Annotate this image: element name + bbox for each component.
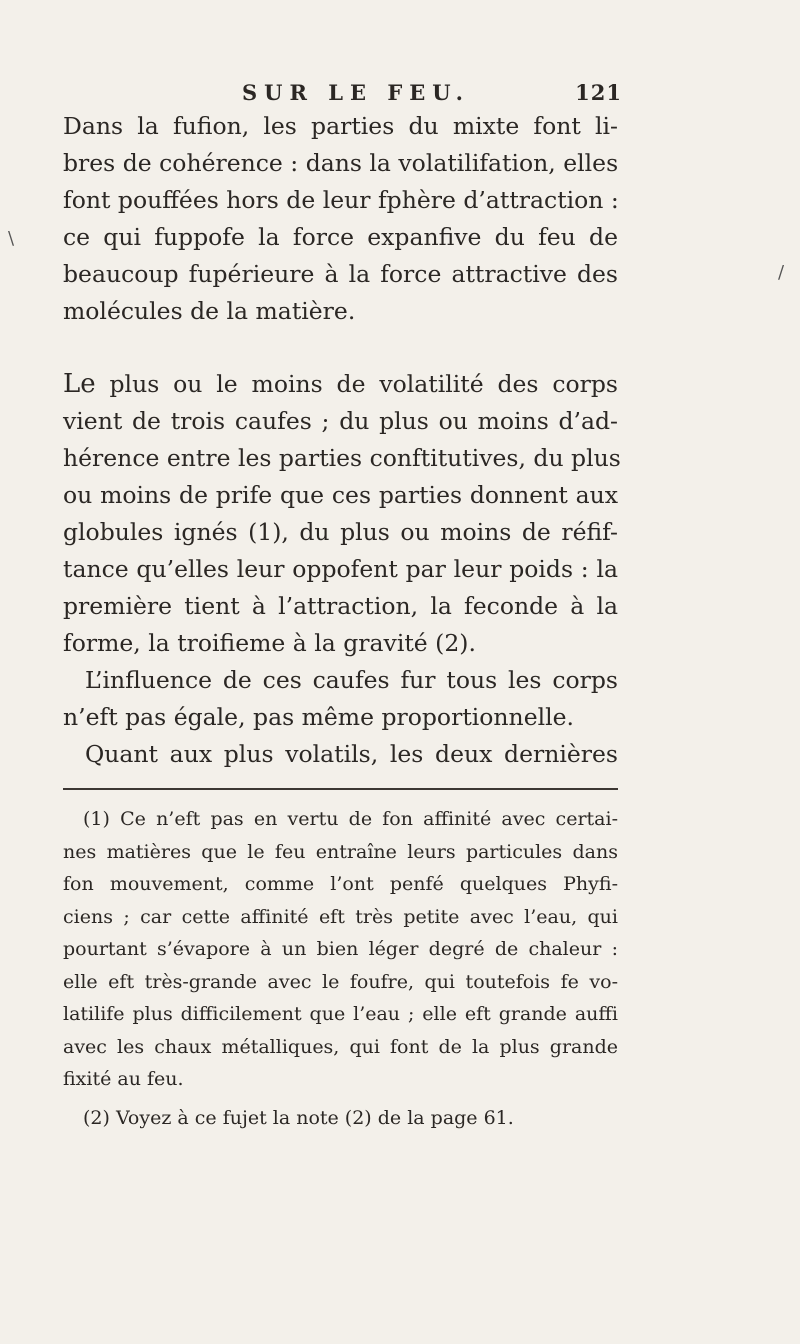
text-line: molécules de la matière. [63, 297, 356, 325]
text-line-rest: plus ou le moins de volatilité des corps [95, 370, 618, 398]
text-line: tance qu’elles leur oppofent par leur poids : la [63, 555, 618, 583]
footnote-line: (2) Voyez à ce fujet la note (2) de la page 61. [83, 1106, 514, 1129]
footnote-line: elle eft très-grande avec le foufre, qui toutefois fe vo- [63, 970, 618, 993]
text-line: globules ignés (1), du plus ou moins de réfif- [63, 518, 618, 546]
text-line: ce qui fuppofe la force expanfive du feu de [63, 223, 618, 251]
footnote-line: latilife plus difficilement que l’eau ; elle eft grande auffi [63, 1003, 618, 1025]
margin-mark: / [778, 262, 785, 283]
footnote-line: (1) Ce n’eft pas en vertu de fon affinité avec certai- [83, 808, 618, 830]
footnote-line: nes matières que le feu entraîne leurs particules dans [63, 840, 618, 863]
footnote-rule [63, 788, 618, 790]
page-number: 121 [575, 80, 622, 105]
footnotes [63, 803, 618, 1134]
main-text [63, 108, 621, 773]
text-line: n’eft pas égale, pas même proportionnelle. [63, 703, 575, 731]
text-line [63, 366, 618, 403]
text-line: vient de trois caufes ; du plus ou moins d’ad- [63, 407, 618, 435]
footnote-line: fixité au feu. [63, 1068, 184, 1090]
text-line: première tient à l’attraction, la feconde à la [63, 592, 618, 620]
footnote-line: avec les chaux métalliques, qui font de la plus grande [63, 1035, 618, 1058]
text-line: L’influence de ces caufes fur tous les corps [85, 666, 618, 694]
margin-mark: \ [8, 228, 15, 249]
text-line: bres de cohérence : dans la volatilifation, elles [63, 149, 619, 177]
text-line: font pouffées hors de leur fphère d’attraction : [63, 186, 619, 214]
text-line: hérence entre les parties conftitutives, du plus [63, 444, 621, 472]
text-line: Dans la fufion, les parties du mixte font li- [63, 112, 618, 140]
running-title: SUR LE FEU. [242, 80, 470, 105]
text-line: beaucoup fupérieure à la force attractive des [63, 260, 618, 288]
footnote-line: pourtant s’évapore à un bien léger degré de chaleur : [63, 938, 618, 960]
footnote-line: fon mouvement, comme l’ont penfé quelques Phyfi- [63, 873, 618, 895]
footnote-line: ciens ; car cette affinité eft très petite avec l’eau, qui [63, 905, 618, 928]
text-line: forme, la troifieme à la gravité (2). [63, 629, 476, 657]
paragraph-initial: Le [63, 369, 96, 399]
text-line: ou moins de prife que ces parties donnent aux [63, 481, 618, 509]
text-line: Quant aux plus volatils, les deux dernières [85, 740, 618, 768]
